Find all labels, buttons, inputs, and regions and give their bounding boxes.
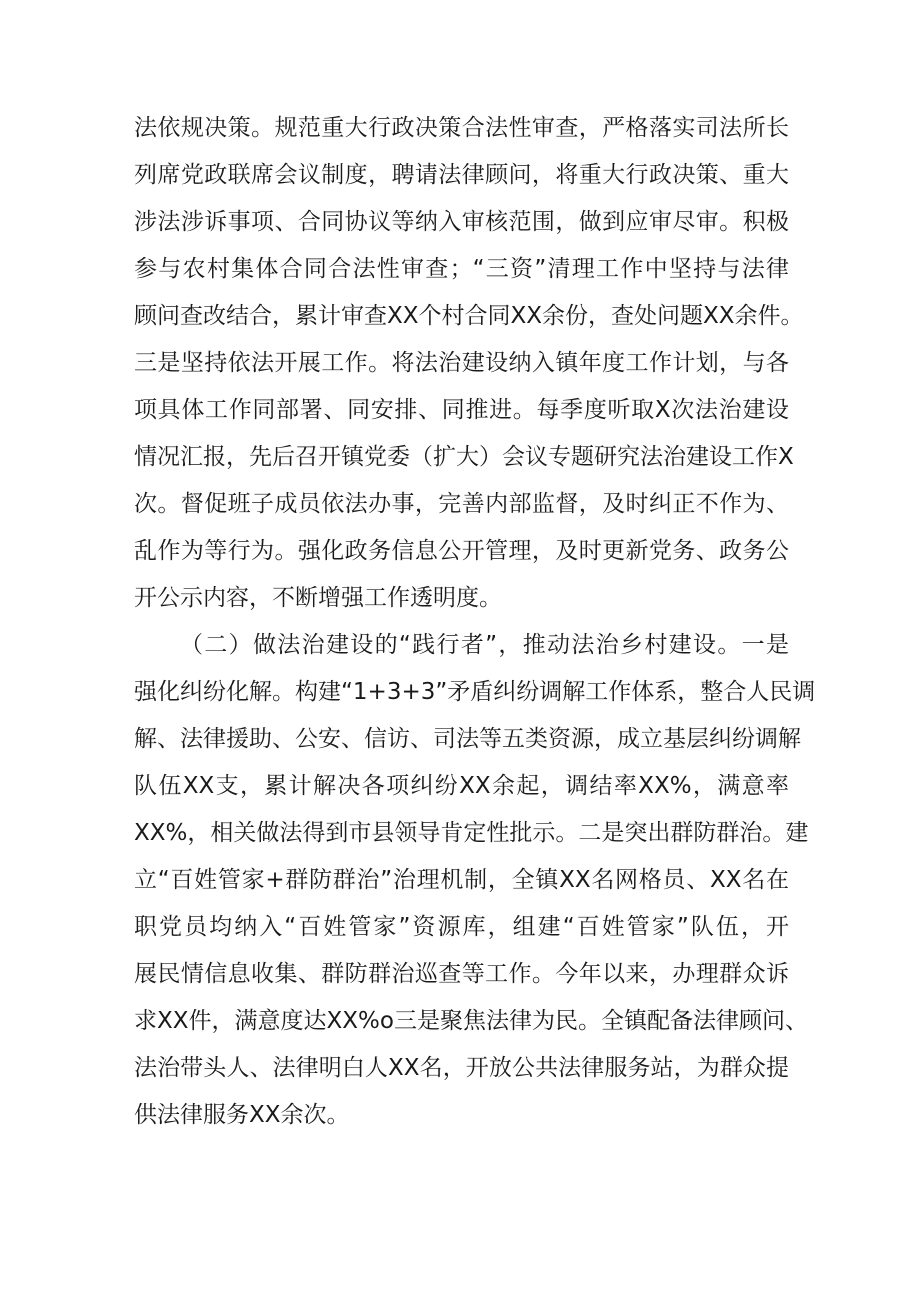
text-line: 开公示内容，不断增强工作透明度。: [134, 585, 502, 611]
text-line: 立“百姓管家+群防群治”治理机制，全镇XX名网格员、XX名在: [134, 867, 789, 893]
text-line: XX%，相关做法得到市县领导肯定性批示。二是突出群防群治。建: [134, 820, 809, 846]
text-line: 求XX件，满意度达XX%o三是聚焦法律为民。全镇配备法律顾问、: [134, 1008, 808, 1034]
text-line: 涉法涉诉事项、合同协议等纳入审核范围，做到应审尽审。积极: [134, 209, 789, 235]
text-line: 乱作为等行为。强化政务信息公开管理，及时更新党务、政务公: [134, 538, 789, 564]
text-line: 队伍XX支，累计解决各项纠纷XX余起，调结率XX%，满意率: [134, 773, 789, 799]
text-line: 展民情信息收集、群防群治巡查等工作。今年以来，办理群众诉: [134, 961, 789, 987]
text-line: 强化纠纷化解。构建“1+3+3”矛盾纠纷调解工作体系，整合人民调: [134, 679, 816, 705]
text-line: 法治带头人、法律明白人XX名，开放公共法律服务站，为群众提: [134, 1055, 789, 1081]
text-line: 职党员均纳入“百姓管家”资源库，组建“百姓管家”队伍，开: [134, 914, 789, 940]
text-line: 解、法律援助、公安、信访、司法等五类资源，成立基层纠纷调解: [134, 726, 801, 752]
text-line: 三是坚持依法开展工作。将法治建设纳入镇年度工作计划，与各: [134, 350, 789, 376]
text-line: 供法律服务XX余次。: [134, 1102, 350, 1128]
text-line: 次。督促班子成员依法办事，完善内部监督，及时纠正不作为、: [134, 491, 789, 517]
text-line: 顾问查改结合，累计审查XX个村合同XX余份，查处问题XX余件。: [134, 303, 804, 329]
text-line: 情况汇报，先后召开镇党委（扩大）会议专题研究法治建设工作X: [134, 444, 794, 470]
text-line: 法依规决策。规范重大行政决策合法性审查，严格落实司法所长: [134, 115, 789, 141]
text-line: 列席党政联席会议制度，聘请法律顾问，将重大行政决策、重大: [134, 162, 789, 188]
text-line: 项具体工作同部署、同安排、同推进。每季度听取X次法治建设: [134, 397, 789, 423]
section-heading-line: （二）做法治建设的“践行者”，推动法治乡村建设。一是: [180, 632, 789, 658]
text-line: 参与农村集体合同合法性审查；“三资”清理工作中坚持与法律: [134, 256, 789, 282]
